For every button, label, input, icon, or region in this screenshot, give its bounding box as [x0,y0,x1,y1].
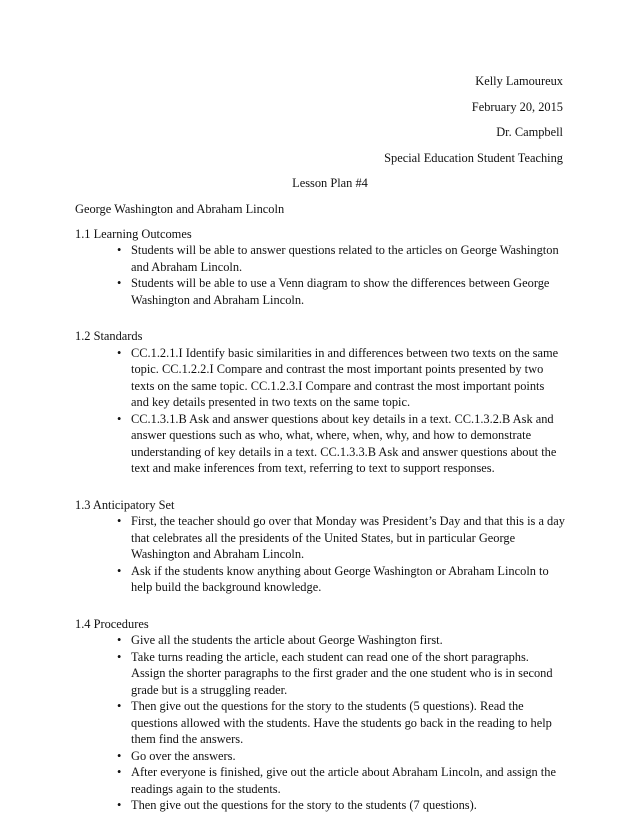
list-item [117,345,565,411]
bullet-list [75,513,565,596]
lesson-title: Lesson Plan #4 [292,176,368,190]
list-item-text: Then give out the questions for the story to the students (5 questions). Read the questions allowed with the students. Have the students go back in the reading to help them find the answers. [131,699,552,746]
bullet-icon: • [117,748,122,763]
list-item-text: Students will be able to use a Venn diagram to show the differences between George Washington and Abraham Lincoln. [131,276,550,307]
section-standards [75,328,565,477]
bullet-icon: • [117,276,122,290]
bullet-icon: • [117,649,122,664]
list-item-text: First, the teacher should go over that Monday was President’s Day and that this is a day that celebrates all the presidents of the United States, but in particular George Washington and Abraham Lincoln. [131,514,565,561]
document-body [75,201,565,824]
section-learning-outcomes [75,226,565,309]
list-item-text: CC.1.3.1.B Ask and answer questions about key details in a text. CC.1.3.2.B Ask and answer questions such as who, what, where, when, why, and how to demonstrate understanding of key details in a text. CC.1.3.3.B Ask and answer questions about the text and make inferences from text, referring to text to support responses. [131,411,557,475]
bullet-icon: • [117,798,122,812]
bullet-icon: • [117,563,122,578]
bullet-icon: • [117,699,122,713]
bullet-list [75,632,565,814]
list-item-text: Take turns reading the article, each student can read one of the short paragraphs. Assign the shorter paragraphs to the first grader and the one student who is in second grade but is a struggling reader. [131,649,553,697]
course-name: Special Education Student Teaching [384,150,563,165]
section-heading: 1.1 Learning Outcomes [75,226,192,241]
list-item-text: CC.1.2.1.I Identify basic similarities in and differences between two texts on the same topic. CC.1.2.2.I Compare and contrast the most important points presented by two texts on the same topic. CC.1.2.3.I Compare and contrast the most important points and key details presented in two texts on the same topic. [131,345,559,409]
document-date: February 20, 2015 [471,99,563,114]
bullet-icon: • [117,243,122,257]
list-item [117,797,565,814]
list-item [117,698,565,748]
section-heading: 1.4 Procedures [75,616,149,631]
section-heading: 1.2 Standards [75,329,143,343]
list-item-text: Go over the answers. [131,748,236,763]
bullet-list [75,345,565,477]
bullet-icon: • [117,345,122,360]
bullet-icon: • [117,633,122,647]
bullet-list [75,242,565,308]
lesson-topic: George Washington and Abraham Lincoln [75,202,285,216]
list-item [117,748,565,765]
author-name: Kelly Lamoureux [475,74,563,88]
section-procedures [75,616,565,814]
list-item [117,764,565,797]
list-item [117,275,565,308]
document-header [384,73,563,175]
list-item [117,513,565,563]
bullet-icon: • [117,514,122,528]
list-item-text: After everyone is finished, give out the article about Abraham Lincoln, and assign the readings again to the students. [131,765,556,796]
list-item-text: Students will be able to answer questions related to the articles on George Washington and Abraham Lincoln. [131,243,559,274]
list-item [117,563,565,596]
instructor-name: Dr. Campbell [496,125,563,139]
list-item [117,411,565,477]
list-item [117,632,565,649]
list-item [117,242,565,275]
list-item-text: Give all the students the article about George Washington first. [131,633,443,647]
section-heading: 1.3 Anticipatory Set [75,497,175,512]
bullet-icon: • [117,411,122,426]
list-item [117,649,565,699]
bullet-icon: • [117,765,122,779]
section-anticipatory-set [75,497,565,596]
list-item-text: Then give out the questions for the story to the students (7 questions). [131,798,477,812]
list-item-text: Ask if the students know anything about George Washington or Abraham Lincoln to help build the background knowledge. [131,563,549,594]
